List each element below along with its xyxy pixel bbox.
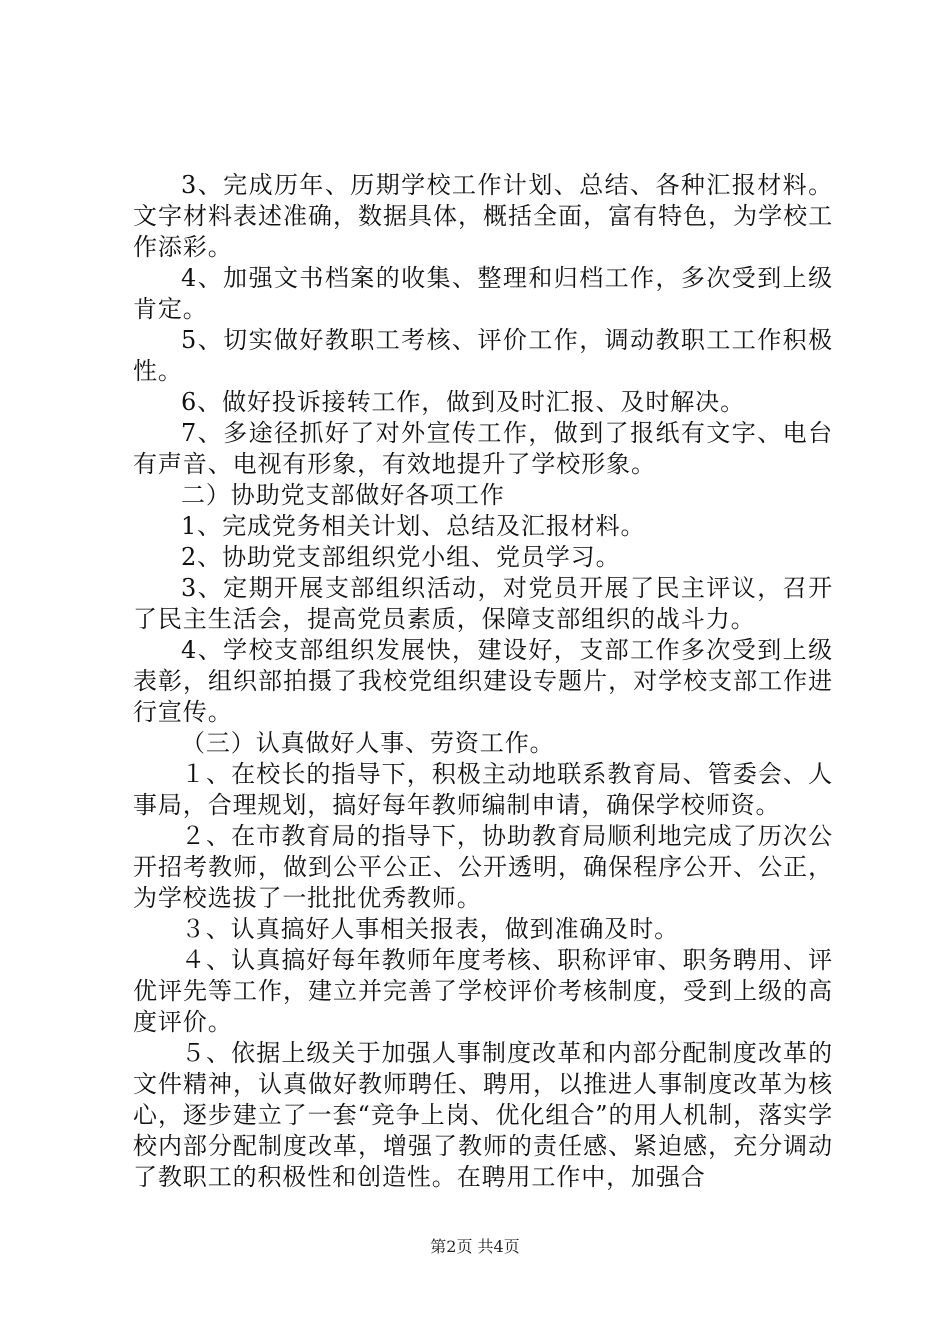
paragraph-item-3: 3、完成历年、历期学校工作计划、总结、各种汇报材料。文字材料表述准确，数据具体，概括全面，富有特色，为学校工作添彩。 bbox=[133, 171, 833, 261]
section-heading-personnel: （三）认真做好人事、劳资工作。 bbox=[181, 729, 555, 757]
paragraph-item-6: 6、做好投诉接转工作，做到及时汇报、及时解决。 bbox=[181, 388, 745, 416]
paragraph-item-4: 4、加强文书档案的收集、整理和归档工作，多次受到上级肯定。 bbox=[133, 264, 833, 323]
paragraph-personnel-2: ２、在市教育局的指导下，协助教育局顺利地完成了历次公开招考教师，做到公平公正、公开透明，确保程序公开、公正，为学校选拔了一批批优秀教师。 bbox=[133, 822, 833, 912]
section-heading-party: 二）协助党支部做好各项工作 bbox=[181, 481, 505, 509]
paragraph-personnel-4: ４、认真搞好每年教师年度考核、职称评审、职务聘用、评优评先等工作，建立并完善了学校评价考核制度，受到上级的高度评价。 bbox=[133, 946, 833, 1036]
paragraph-personnel-5: ５、依据上级关于加强人事制度改革和内部分配制度改革的文件精神，认真做好教师聘任、聘用，以推进人事制度改革为核心，逐步建立了一套“竞争上岗、优化组合”的用人机制，落实学校内部分配制度改革，增强了教师的责任感、紧迫感，充分调动了教职工的积极性和创造性。在聘用工作中，加强合 bbox=[133, 1039, 833, 1191]
paragraph-item-5: 5、切实做好教职工考核、评价工作，调动教职工工作积极性。 bbox=[133, 326, 833, 385]
paragraph-party-1: 1、完成党务相关计划、总结及汇报材料。 bbox=[181, 512, 646, 540]
page-footer: 第2页 共4页 bbox=[430, 1237, 520, 1256]
paragraph-personnel-1: １、在校长的指导下，积极主动地联系教育局、管委会、人事局，合理规划，搞好每年教师编制申请，确保学校师资。 bbox=[133, 760, 833, 819]
paragraph-party-4: 4、学校支部组织发展快，建设好，支部工作多次受到上级表彰，组织部拍摄了我校党组织建设专题片，对学校支部工作进行宣传。 bbox=[133, 636, 833, 726]
document-body bbox=[133, 170, 833, 1193]
paragraph-party-2: 2、协助党支部组织党小组、党员学习。 bbox=[181, 543, 621, 571]
paragraph-item-7: 7、多途径抓好了对外宣传工作，做到了报纸有文字、电台有声音、电视有形象，有效地提升了学校形象。 bbox=[133, 419, 833, 478]
paragraph-personnel-3: ３、认真搞好人事相关报表，做到准确及时。 bbox=[181, 915, 679, 943]
paragraph-party-3: 3、定期开展支部组织活动，对党员开展了民主评议，召开了民主生活会，提高党员素质，保障支部组织的战斗力。 bbox=[133, 574, 833, 633]
